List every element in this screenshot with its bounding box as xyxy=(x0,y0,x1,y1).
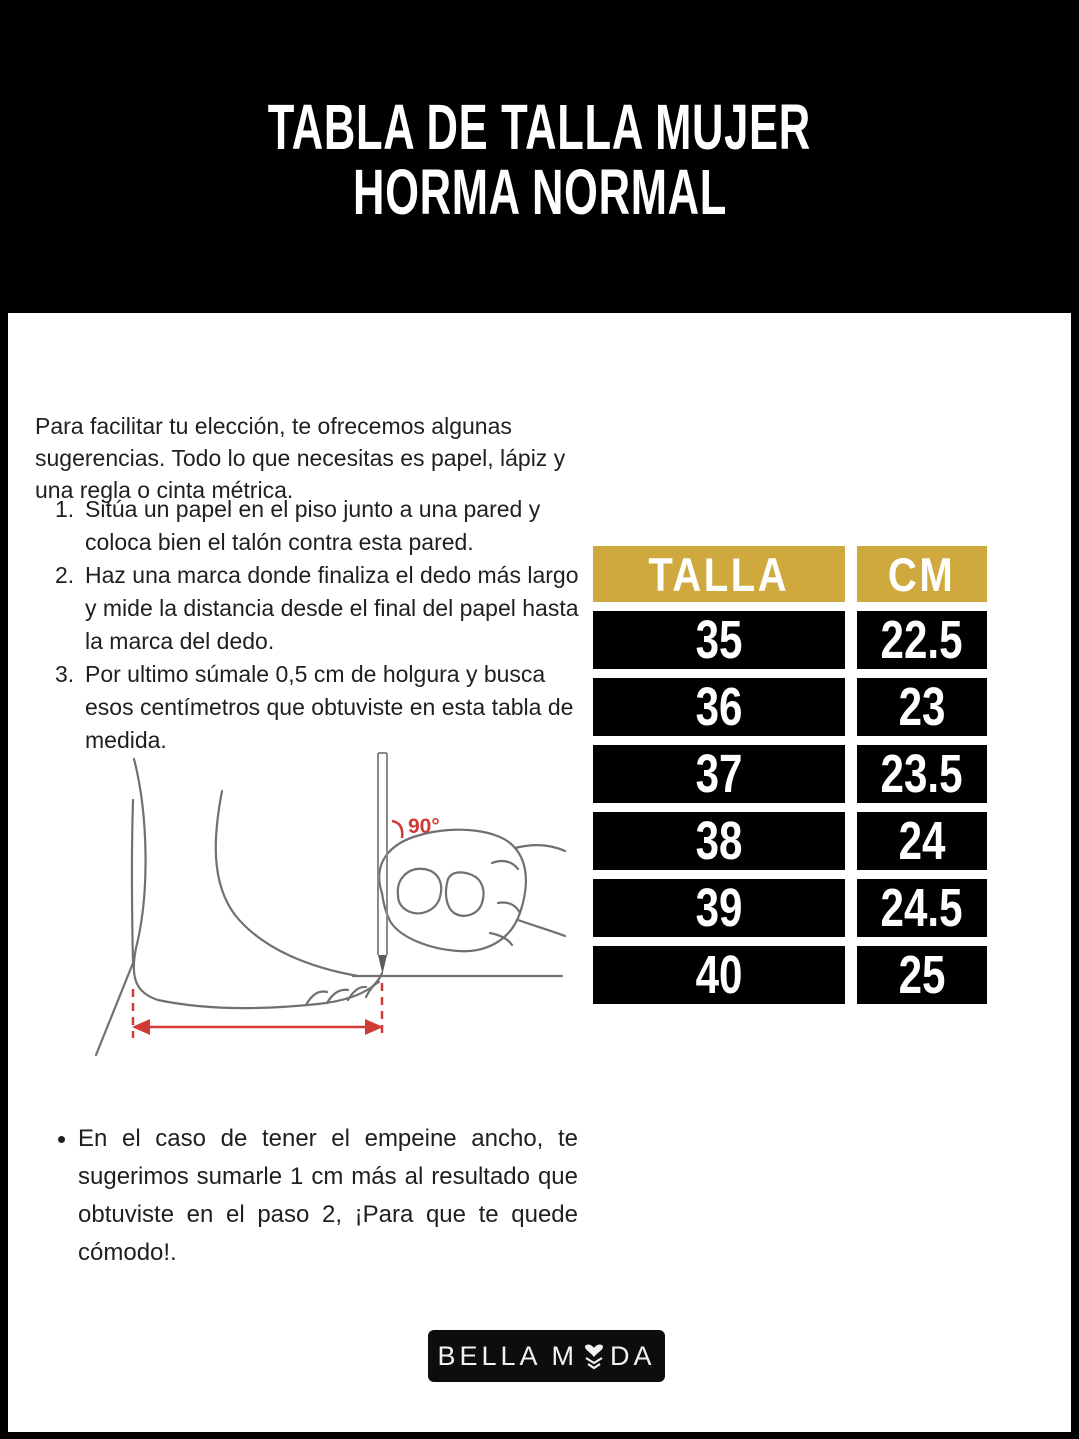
table-row-talla: 39 xyxy=(593,879,845,937)
table-row-cm: 23.5 xyxy=(857,745,987,803)
intro-paragraph: Para facilitar tu elección, te ofrecemos algunas sugerencias. Todo lo que necesitas es papel, lápiz y una regla o cinta métrica. xyxy=(35,413,566,503)
heart-chevron-icon xyxy=(583,1344,605,1370)
step-item-3: Por ultimo súmale 0,5 cm de holgura y busca esos centímetros que obtuviste en esta tabla de medida. xyxy=(85,661,574,753)
table-row-talla: 40 xyxy=(593,946,845,1004)
hand xyxy=(379,830,565,952)
table-row-cm: 24.5 xyxy=(857,879,987,937)
wide-instep-note: • En el caso de tener el empeine ancho, te sugerimos sumarle 1 cm más al resultado que obtuviste en el paso 2, ¡Para que te quede cómodo!. xyxy=(57,1120,578,1272)
step-item-1: Sitúa un papel en el piso junto a una pared y coloca bien el talón contra esta pared. xyxy=(85,496,541,555)
table-row-talla: 36 xyxy=(593,678,845,736)
measuring-steps-list xyxy=(55,493,580,757)
step-item-2: Haz una marca donde finaliza el dedo más largo y mide la distancia desde el final del papel hasta la marca del dedo. xyxy=(85,562,579,654)
size-table-header-talla: TALLA xyxy=(593,546,845,602)
table-row-cm: 22.5 xyxy=(857,611,987,669)
table-row-talla: 38 xyxy=(593,812,845,870)
measure-annotations xyxy=(132,821,402,1038)
brand-logo xyxy=(428,1330,665,1382)
angle-label: 90° xyxy=(408,815,440,838)
page-title-line1: TABLA DE TALLA MUJER xyxy=(267,91,812,163)
size-table xyxy=(593,546,987,1004)
brand-logo-text-left: BELLA M xyxy=(437,1340,579,1371)
content-sheet xyxy=(8,313,1071,1432)
wall-line xyxy=(96,800,133,1055)
header-band xyxy=(0,0,1079,313)
foot-measurement-diagram xyxy=(60,743,570,1073)
table-row-talla: 37 xyxy=(593,745,845,803)
page-title-line2: HORMA NORMAL xyxy=(352,156,727,228)
table-row-cm: 23 xyxy=(857,678,987,736)
page-title xyxy=(0,91,1079,228)
table-row-cm: 24 xyxy=(857,812,987,870)
size-table-header-cm: CM xyxy=(857,546,987,602)
table-row-cm: 25 xyxy=(857,946,987,1004)
brand-logo-text-right: DA xyxy=(610,1340,656,1371)
table-row-talla: 35 xyxy=(593,611,845,669)
angle-arc xyxy=(392,821,402,838)
